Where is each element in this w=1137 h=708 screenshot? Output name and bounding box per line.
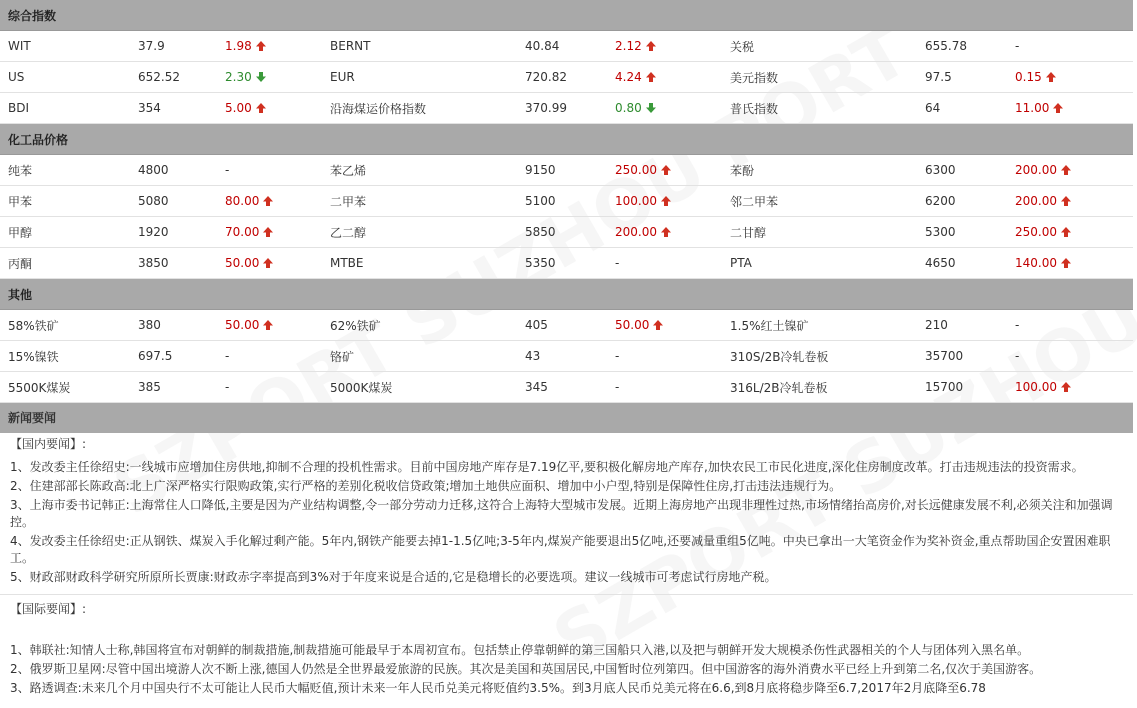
change-value: 4.24 xyxy=(615,70,642,84)
item-change xyxy=(1007,31,1133,62)
change-value: 11.00 xyxy=(1015,101,1050,115)
change-value: 1.98 xyxy=(225,39,252,53)
change-value: 100.00 xyxy=(615,194,657,208)
arrow-up-icon xyxy=(642,70,657,84)
item-value: 97.5 xyxy=(917,62,1007,93)
item-name: 二甲苯 xyxy=(322,186,517,217)
table-row xyxy=(0,217,1133,248)
item-name: 58%铁矿 xyxy=(0,310,130,341)
item-name: BDI xyxy=(0,93,130,124)
arrow-up-icon xyxy=(642,39,657,53)
change-value: 0.15 xyxy=(1015,70,1042,84)
section-title: 其他 xyxy=(0,279,1133,310)
item-name: 邻二甲苯 xyxy=(722,186,917,217)
item-name: 苯乙烯 xyxy=(322,155,517,186)
item-change xyxy=(1007,155,1133,186)
item-change xyxy=(217,372,322,403)
arrow-up-icon xyxy=(1057,256,1072,270)
item-name: 甲苯 xyxy=(0,186,130,217)
change-value: 140.00 xyxy=(1015,256,1057,270)
item-name: US xyxy=(0,62,130,93)
item-name: 苯酚 xyxy=(722,155,917,186)
item-change xyxy=(217,217,322,248)
table-row xyxy=(0,31,1133,62)
arrow-up-icon xyxy=(1057,194,1072,208)
change-value: - xyxy=(615,349,620,363)
intl-news-item: 3、路透调查:未来几个月中国央行不太可能让人民币大幅贬值,预计未来一年人民币兑美元将贬值约3.5%。到3月底人民币兑美元将在6.6,到8月底将稳步降至6.7,2017年2月底降至6.78 xyxy=(10,681,986,695)
section-header xyxy=(0,124,1133,155)
item-value: 354 xyxy=(130,93,217,124)
table-row xyxy=(0,341,1133,372)
news-divider xyxy=(0,594,1133,595)
intl-news-item: 2、俄罗斯卫星网:尽管中国出境游人次不断上涨,德国人仍然是全世界最爱旅游的民族。其次是美国和英国居民,中国暂时位列第四。但中国游客的海外消费水平已经上升到第二名,仅次于美国游客。 xyxy=(10,662,1042,676)
change-value: 100.00 xyxy=(1015,380,1057,394)
arrow-up-icon xyxy=(1057,163,1072,177)
arrow-up-icon xyxy=(259,256,274,270)
change-value: 0.80 xyxy=(615,101,642,115)
item-change xyxy=(1007,341,1133,372)
item-name: 316L/2B冷轧卷板 xyxy=(722,372,917,403)
item-name: 甲醇 xyxy=(0,217,130,248)
item-name: 乙二醇 xyxy=(322,217,517,248)
item-value: 40.84 xyxy=(517,31,607,62)
item-name: 15%镍铁 xyxy=(0,341,130,372)
arrow-up-icon xyxy=(259,225,274,239)
item-value: 380 xyxy=(130,310,217,341)
domestic-news-item: 5、财政部财政科学研究所原所长贾康:财政赤字率提高到3%对于年度来说是合适的,它是稳增长的必要选项。建议一线城市可考虑试行房地产税。 xyxy=(10,570,777,584)
item-name: 1.5%红土镍矿 xyxy=(722,310,917,341)
change-value: - xyxy=(615,256,620,270)
item-value: 5350 xyxy=(517,248,607,279)
item-change xyxy=(607,217,722,248)
item-name: 沿海煤运价格指数 xyxy=(322,93,517,124)
item-value: 5100 xyxy=(517,186,607,217)
item-change xyxy=(217,186,322,217)
item-change xyxy=(217,341,322,372)
domestic-news-title: 【国内要闻】: xyxy=(10,437,87,451)
item-name: 丙酮 xyxy=(0,248,130,279)
change-value: 2.30 xyxy=(225,70,252,84)
item-value: 655.78 xyxy=(917,31,1007,62)
table-row xyxy=(0,310,1133,341)
section-header xyxy=(0,0,1133,31)
item-change xyxy=(217,248,322,279)
change-value: 200.00 xyxy=(1015,194,1057,208)
item-name: WIT xyxy=(0,31,130,62)
intl-news-title: 【国际要闻】: xyxy=(10,602,87,616)
arrow-down-icon xyxy=(252,70,267,84)
arrow-up-icon xyxy=(259,318,274,332)
item-name: EUR xyxy=(322,62,517,93)
item-change xyxy=(1007,372,1133,403)
item-value: 405 xyxy=(517,310,607,341)
domestic-news-item: 2、住建部部长陈政高:北上广深严格实行限购政策,实行严格的差别化税收信贷政策;增加土地供应面积、增加中小户型,特别是保障性住房,打击违法违规行为。 xyxy=(10,479,842,493)
item-change xyxy=(217,31,322,62)
table-row xyxy=(0,93,1133,124)
change-value: 5.00 xyxy=(225,101,252,115)
item-change xyxy=(1007,62,1133,93)
arrow-up-icon xyxy=(252,39,267,53)
change-value: 70.00 xyxy=(225,225,260,239)
item-value: 9150 xyxy=(517,155,607,186)
item-value: 652.52 xyxy=(130,62,217,93)
domestic-news-list xyxy=(10,459,1123,586)
item-value: 3850 xyxy=(130,248,217,279)
change-value: 250.00 xyxy=(1015,225,1057,239)
change-value: 200.00 xyxy=(615,225,657,239)
item-value: 697.5 xyxy=(130,341,217,372)
domestic-news-item: 4、发改委主任徐绍史:正从钢铁、煤炭入手化解过剩产能。5年内,钢铁产能要去掉1-1.5亿吨;3-5年内,煤炭产能要退出5亿吨,还要减量重组5亿吨。中央已拿出一大笔资金作为奖补资金,重点帮助国企安置困难职工。 xyxy=(10,534,1111,565)
item-name: 5000K煤炭 xyxy=(322,372,517,403)
table-row xyxy=(0,248,1133,279)
item-value: 43 xyxy=(517,341,607,372)
item-value: 4650 xyxy=(917,248,1007,279)
item-change xyxy=(217,62,322,93)
arrow-up-icon xyxy=(252,101,267,115)
section-header xyxy=(0,279,1133,310)
item-change xyxy=(607,155,722,186)
item-change xyxy=(1007,93,1133,124)
change-value: 50.00 xyxy=(615,318,650,332)
item-change xyxy=(1007,217,1133,248)
item-change xyxy=(217,93,322,124)
item-change xyxy=(607,93,722,124)
item-value: 6200 xyxy=(917,186,1007,217)
item-name: PTA xyxy=(722,248,917,279)
item-change xyxy=(217,155,322,186)
item-change xyxy=(607,31,722,62)
arrow-up-icon xyxy=(259,194,274,208)
arrow-up-icon xyxy=(1042,70,1057,84)
item-value: 385 xyxy=(130,372,217,403)
change-value: - xyxy=(1015,349,1020,363)
item-name: 纯苯 xyxy=(0,155,130,186)
section-title: 综合指数 xyxy=(0,0,1133,31)
item-value: 15700 xyxy=(917,372,1007,403)
change-value: - xyxy=(1015,39,1020,53)
arrow-up-icon xyxy=(657,163,672,177)
arrow-up-icon xyxy=(1057,380,1072,394)
change-value: - xyxy=(1015,318,1020,332)
item-change xyxy=(1007,186,1133,217)
arrow-up-icon xyxy=(1057,225,1072,239)
item-value: 64 xyxy=(917,93,1007,124)
item-value: 345 xyxy=(517,372,607,403)
intl-news-list xyxy=(10,642,1123,697)
item-name: 二甘醇 xyxy=(722,217,917,248)
item-value: 1920 xyxy=(130,217,217,248)
domestic-news-item: 1、发改委主任徐绍史:一线城市应增加住房供地,抑制不合理的投机性需求。目前中国房地产库存是7.19亿平,要积极化解房地产库存,加快农民工市民化进度,深化住房制度改革。打击违规违法的投资需求。 xyxy=(10,460,1084,474)
item-name: 5500K煤炭 xyxy=(0,372,130,403)
table-row xyxy=(0,372,1133,403)
item-name: 关税 xyxy=(722,31,917,62)
item-value: 37.9 xyxy=(130,31,217,62)
item-change xyxy=(607,186,722,217)
intl-news-item: 1、韩联社:知情人士称,韩国将宣布对朝鲜的制裁措施,制裁措施可能最早于本周初宣布。包括禁止停靠朝鲜的第三国船只入港,以及把与朝鲜开发大规模杀伤性武器相关的个人与团体列入黑名单。 xyxy=(10,643,1030,657)
item-value: 5300 xyxy=(917,217,1007,248)
item-name: 普氏指数 xyxy=(722,93,917,124)
change-value: 50.00 xyxy=(225,318,260,332)
change-value: 2.12 xyxy=(615,39,642,53)
change-value: - xyxy=(225,380,230,394)
item-change xyxy=(607,372,722,403)
arrow-up-icon xyxy=(657,194,672,208)
change-value: 50.00 xyxy=(225,256,260,270)
item-value: 4800 xyxy=(130,155,217,186)
item-change xyxy=(1007,248,1133,279)
change-value: - xyxy=(615,380,620,394)
arrow-up-icon xyxy=(1049,101,1064,115)
table-row xyxy=(0,155,1133,186)
change-value: 250.00 xyxy=(615,163,657,177)
table-row xyxy=(0,186,1133,217)
item-change xyxy=(217,310,322,341)
change-value: - xyxy=(225,349,230,363)
item-change xyxy=(607,310,722,341)
item-value: 5850 xyxy=(517,217,607,248)
news-section-header: 新闻要闻 xyxy=(0,403,1133,433)
item-name: 62%铁矿 xyxy=(322,310,517,341)
item-value: 35700 xyxy=(917,341,1007,372)
arrow-up-icon xyxy=(657,225,672,239)
arrow-down-icon xyxy=(642,101,657,115)
item-change xyxy=(1007,310,1133,341)
item-change xyxy=(607,62,722,93)
item-value: 210 xyxy=(917,310,1007,341)
item-value: 6300 xyxy=(917,155,1007,186)
item-name: MTBE xyxy=(322,248,517,279)
change-value: - xyxy=(225,163,230,177)
item-name: BERNT xyxy=(322,31,517,62)
news-content xyxy=(0,436,1133,697)
change-value: 200.00 xyxy=(1015,163,1057,177)
item-name: 310S/2B冷轧卷板 xyxy=(722,341,917,372)
section-title: 化工品价格 xyxy=(0,124,1133,155)
item-name: 铬矿 xyxy=(322,341,517,372)
change-value: 80.00 xyxy=(225,194,260,208)
domestic-news-item: 3、上海市委书记韩正:上海常住人口降低,主要是因为产业结构调整,令一部分劳动力迁移,这符合上海特大型城市发展。近期上海房地产出现非理性过热,市场情绪抬高房价,对长远健康发展不利,必须关注和加强调控。 xyxy=(10,498,1113,529)
item-name: 美元指数 xyxy=(722,62,917,93)
item-value: 370.99 xyxy=(517,93,607,124)
item-change xyxy=(607,341,722,372)
arrow-up-icon xyxy=(649,318,664,332)
item-change xyxy=(607,248,722,279)
item-value: 5080 xyxy=(130,186,217,217)
item-value: 720.82 xyxy=(517,62,607,93)
table-row xyxy=(0,62,1133,93)
